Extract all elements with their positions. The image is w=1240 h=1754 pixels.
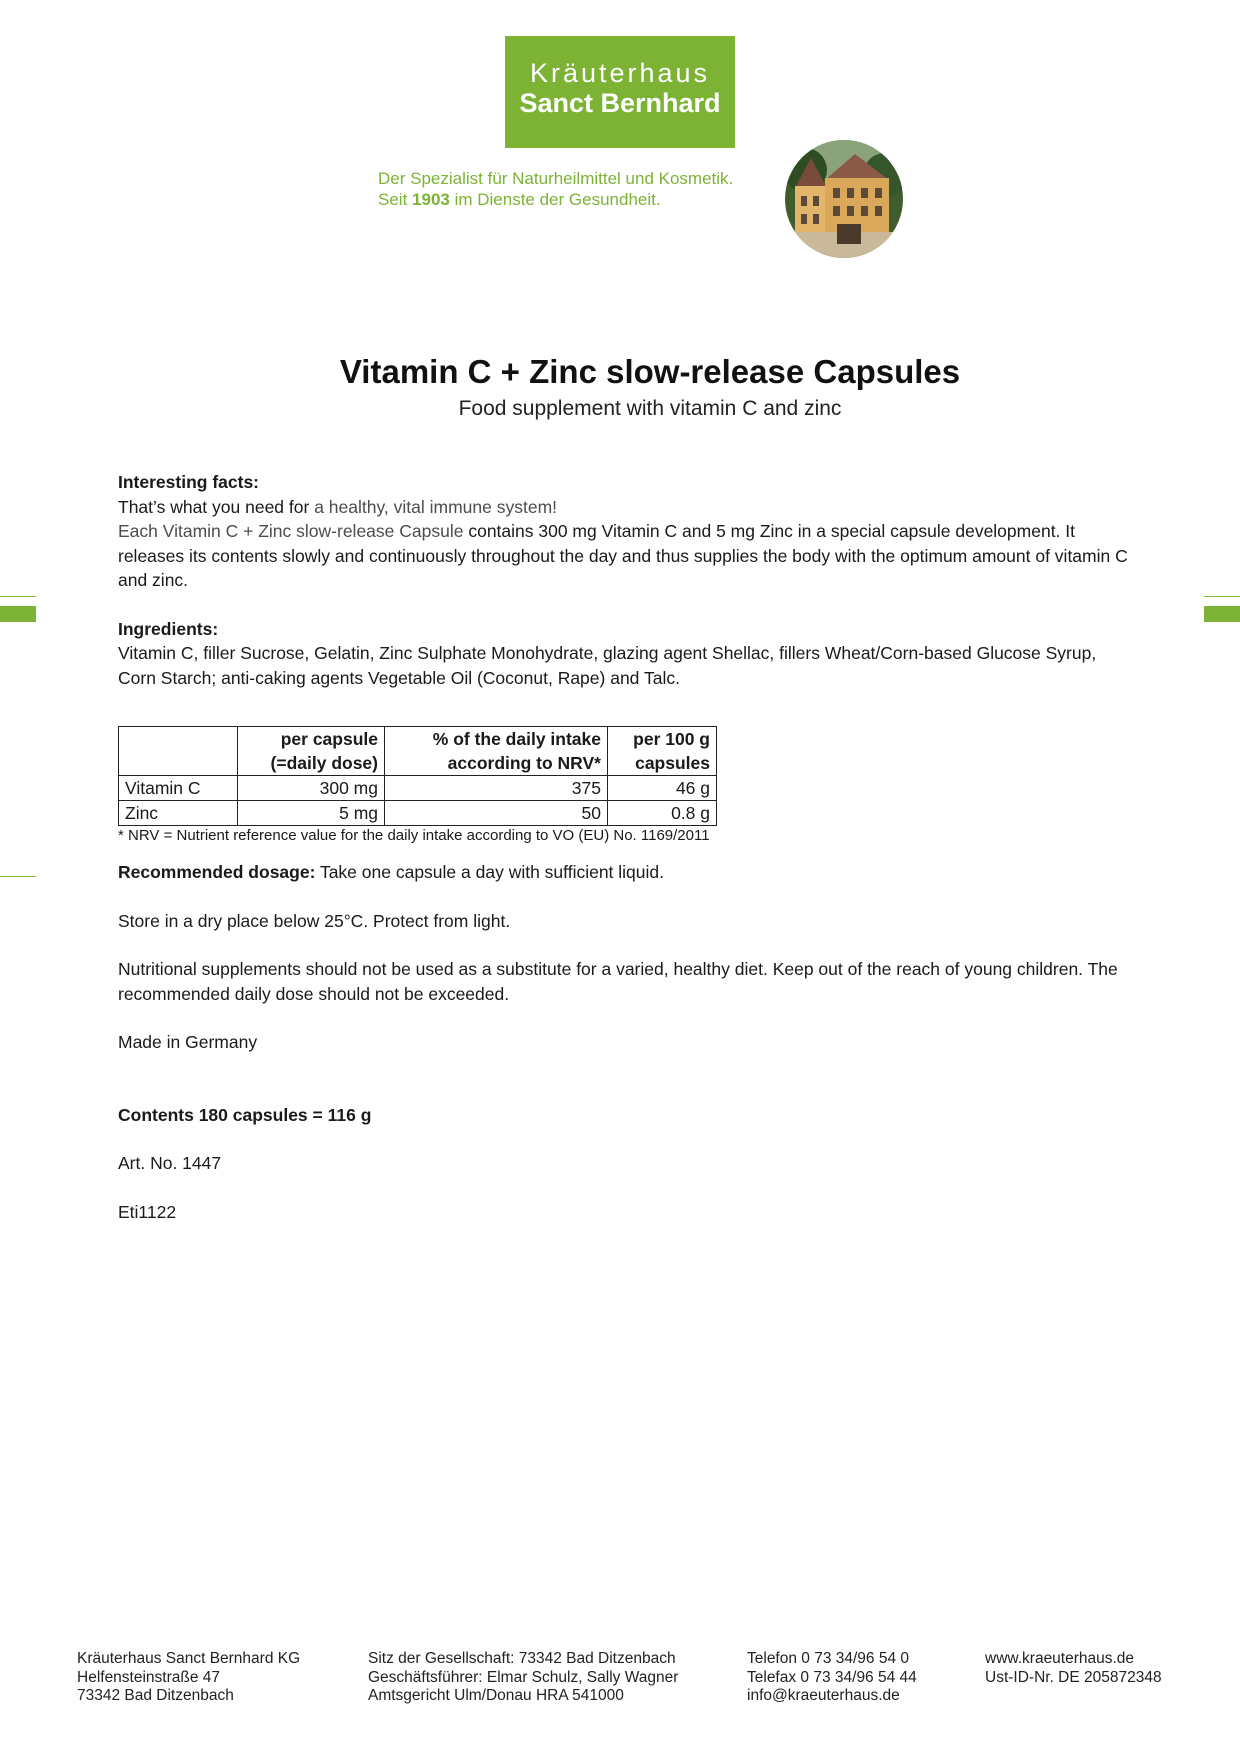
table-row <box>119 801 717 826</box>
facts-paragraph <box>118 519 1138 593</box>
header-nrv <box>385 727 608 776</box>
storage-note: Store in a dry place below 25°C. Protect from light. <box>118 910 511 931</box>
row-nrv: 375 <box>385 776 608 801</box>
footer-line: Amtsgericht Ulm/Donau HRA 541000 <box>368 1687 624 1704</box>
footer-line: Sitz der Gesellschaft: 73342 Bad Ditzenbach <box>368 1650 676 1667</box>
header-empty <box>119 727 238 776</box>
label-code: Eti1122 <box>118 1201 177 1222</box>
footer-company <box>77 1650 300 1706</box>
dosage <box>118 860 1138 885</box>
footer-legal <box>368 1650 678 1706</box>
row-per-capsule: 5 mg <box>238 801 385 826</box>
logo-line-2: Sanct Bernhard <box>519 88 721 118</box>
footer-email-link[interactable]: info@kraeuterhaus.de <box>747 1687 900 1704</box>
product-title: Vitamin C + Zinc slow-release Capsules <box>339 353 961 390</box>
building-photo <box>785 140 903 258</box>
footer-fax: Telefax 0 73 34/96 54 44 <box>747 1668 917 1686</box>
tagline-line-1: Der Spezialist für Naturheilmittel und Kosmetik. <box>378 169 734 188</box>
product-subtitle: Food supplement with vitamin C and zinc <box>458 397 842 420</box>
row-per-100g: 0.8 g <box>608 801 717 826</box>
header-per-capsule <box>238 727 385 776</box>
article-number: Art. No. 1447 <box>118 1153 222 1173</box>
right-margin-bar <box>1204 606 1240 622</box>
left-margin-line <box>0 596 36 597</box>
right-margin-line <box>1204 596 1240 597</box>
tagline-line-2 <box>378 189 733 210</box>
warning-note: Nutritional supplements should not be used as a substitute for a varied, healthy diet. Keep out of the reach of young children. The recommended daily dose should not be exceeded. <box>118 959 1118 1004</box>
footer-web <box>985 1650 1162 1687</box>
header-per-100g-2: capsules <box>635 753 710 773</box>
header-per-capsule-1: per capsule <box>280 729 378 749</box>
ingredients-label: Ingredients: <box>118 618 219 639</box>
header-per-100g-1: per 100 g <box>633 729 710 749</box>
table-row <box>119 776 717 801</box>
header-per-100g <box>608 727 717 776</box>
table-header-row <box>119 727 717 776</box>
footer-line: 73342 Bad Ditzenbach <box>77 1687 234 1704</box>
brand-logo <box>505 36 735 148</box>
facts-product-name: Each Vitamin C + Zinc slow-release Capsule <box>118 521 464 541</box>
header-per-capsule-2: (=daily dose) <box>270 753 378 773</box>
row-per-100g: 46 g <box>608 776 717 801</box>
footer-website-link[interactable]: www.kraeuterhaus.de <box>985 1650 1135 1667</box>
origin-note: Made in Germany <box>118 1032 258 1052</box>
facts-intro: That’s what you need for <box>118 496 315 517</box>
contents-note: Contents 180 capsules = 116 g <box>118 1104 372 1125</box>
header-nrv-1: % of the daily intake <box>432 729 601 749</box>
facts-line-1 <box>118 495 1138 520</box>
facts-description: contains 300 mg Vitamin C and 5 mg Zinc in a special capsule development. It releases its contents slowly and continuously throughout the day and thus supplies the body with the optimum amount of vitamin C and zinc. <box>118 521 1128 590</box>
header-nrv-2: according to NRV* <box>447 753 601 773</box>
brand-tagline <box>378 168 733 210</box>
tagline-prefix: Seit <box>378 190 413 209</box>
product-details <box>118 470 1138 1224</box>
row-name: Vitamin C <box>119 776 238 801</box>
footer-phone: Telefon 0 73 34/96 54 0 <box>747 1650 910 1667</box>
left-margin-bar <box>0 606 36 622</box>
logo-line-1: Kräuterhaus <box>529 58 711 88</box>
row-name: Zinc <box>119 801 238 826</box>
footer-contact <box>747 1650 917 1706</box>
footer-line: Geschäftsführer: Elmar Schulz, Sally Wagner <box>368 1668 679 1686</box>
row-per-capsule: 300 mg <box>238 776 385 801</box>
nutrition-table <box>118 726 717 826</box>
left-fold-line <box>0 876 36 877</box>
tagline-suffix: im Dienste der Gesundheit. <box>449 190 661 209</box>
footer-line: Helfensteinstraße 47 <box>77 1668 221 1686</box>
dosage-label: Recommended dosage: <box>118 862 316 882</box>
facts-label: Interesting facts: <box>118 472 259 492</box>
dosage-text: Take one capsule a day with sufficient liquid. <box>315 862 665 882</box>
facts-highlight: a healthy, vital immune system! <box>314 496 558 517</box>
nrv-footnote: * NRV = Nutrient reference value for the daily intake according to VO (EU) No. 1169/2011 <box>118 827 710 844</box>
ingredients-text: Vitamin C, filler Sucrose, Gelatin, Zinc Sulphate Monohydrate, glazing agent Shellac, fillers Wheat/Corn-based Glucose Syrup, Corn Starch; anti-caking agents Vegetable Oil (Coconut, Rape) and Talc. <box>118 643 1097 688</box>
footer-line: Kräuterhaus Sanct Bernhard KG <box>77 1650 301 1667</box>
row-nrv: 50 <box>385 801 608 826</box>
tagline-year: 1903 <box>412 190 450 209</box>
footer-vat-id: Ust-ID-Nr. DE 205872348 <box>985 1668 1162 1686</box>
